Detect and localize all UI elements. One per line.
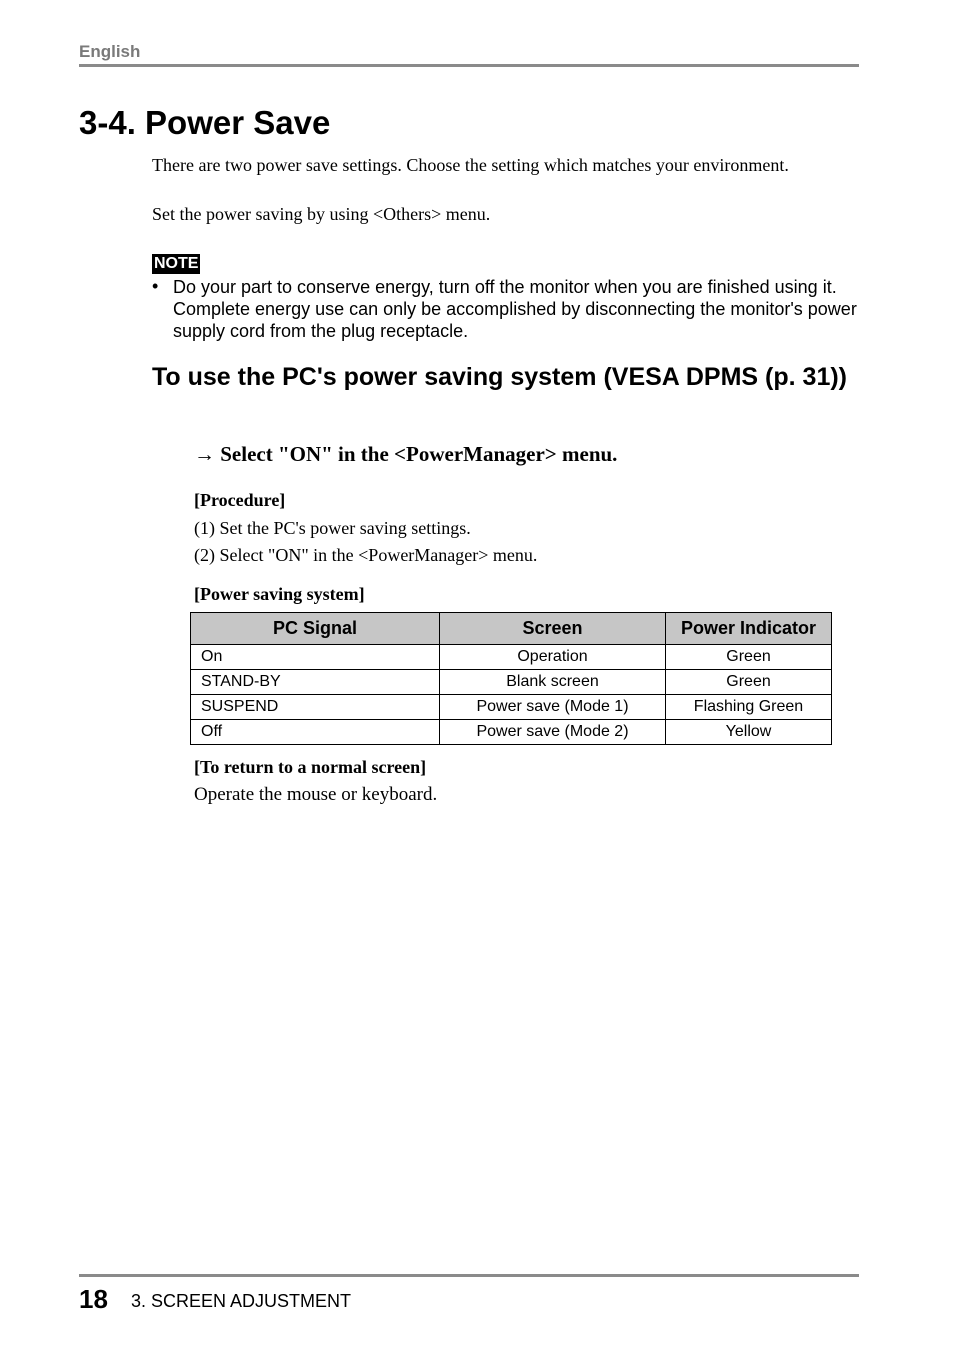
table-row <box>191 695 832 720</box>
note-badge: NOTE <box>154 255 199 272</box>
table-cell: Power save (Mode 2) <box>440 720 666 745</box>
procedure-step-1: (1) Set the PC's power saving settings. <box>194 518 471 538</box>
power-saving-system-label: [Power saving system] <box>194 584 365 604</box>
table-cell: STAND-BY <box>191 670 440 695</box>
return-text: Operate the mouse or keyboard. <box>194 784 438 805</box>
footer-rule <box>79 1274 859 1277</box>
intro-paragraph-2: Set the power saving by using <Others> menu. <box>152 204 491 224</box>
table-header-screen: Screen <box>440 613 666 645</box>
footer-section-title: 3. SCREEN ADJUSTMENT <box>131 1291 352 1311</box>
table-header-power-indicator: Power Indicator <box>666 613 832 645</box>
table-cell: Green <box>666 670 832 695</box>
header-rule <box>79 64 859 67</box>
table-cell: On <box>191 645 440 670</box>
table-cell: Flashing Green <box>666 695 832 720</box>
table-header-row <box>191 613 832 645</box>
table-row <box>191 645 832 670</box>
power-saving-table <box>190 612 832 745</box>
table-header-pc-signal: PC Signal <box>191 613 440 645</box>
table-row <box>191 720 832 745</box>
page-number: 18 <box>79 1284 108 1314</box>
table-cell: Power save (Mode 1) <box>440 695 666 720</box>
section-heading: To use the PC's power saving system (VESA DPMS (p. 31)) <box>152 363 847 391</box>
procedure-label: [Procedure] <box>194 490 286 510</box>
table-cell: Off <box>191 720 440 745</box>
table-cell: SUSPEND <box>191 695 440 720</box>
intro-paragraph-1: There are two power save settings. Choose the setting which matches your environment. <box>152 155 789 175</box>
return-label: [To return to a normal screen] <box>194 757 427 777</box>
bullet-icon: • <box>152 276 159 296</box>
note-text: Do your part to conserve energy, turn off the monitor when you are finished using it. Complete energy use can only be accomplished by disconnecting the monitor's power supply cord from the plug receptacle. <box>173 277 857 341</box>
page-title: 3-4. Power Save <box>79 104 331 141</box>
select-instruction: → Select "ON" in the <PowerManager> menu. <box>194 442 618 466</box>
table-cell: Yellow <box>666 720 832 745</box>
table-cell: Green <box>666 645 832 670</box>
table-row <box>191 670 832 695</box>
table-cell: Blank screen <box>440 670 666 695</box>
procedure-step-2: (2) Select "ON" in the <PowerManager> menu. <box>194 545 538 565</box>
header-language: English <box>79 42 141 61</box>
table-cell: Operation <box>440 645 666 670</box>
